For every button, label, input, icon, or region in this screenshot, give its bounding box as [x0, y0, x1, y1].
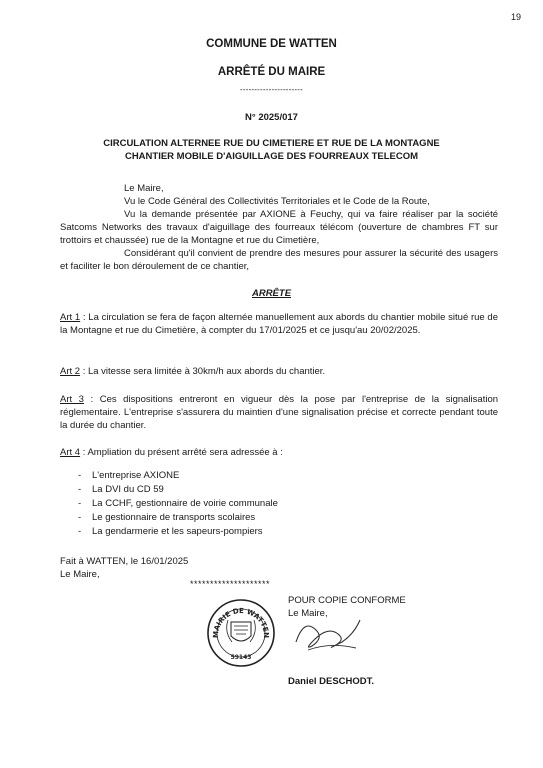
article-4 — [60, 446, 498, 459]
preamble-vu-1: Vu le Code Général des Collectivités Territoriales et le Code de la Route, — [124, 196, 430, 207]
recipient-item: - L'entreprise AXIONE — [78, 469, 278, 483]
article-3 — [60, 393, 498, 432]
copy-mayor-label: Le Maire, — [288, 608, 328, 619]
recipient-item: - La DVI du CD 59 — [78, 483, 278, 497]
signature-icon — [290, 612, 365, 657]
preamble-vu-2: Vu la demande présentée par AXIONE à Feuchy, qui va faire réaliser par la société Satcoms Networks des travaux d'aiguillage des fourreaux télécom (ouverture de chambres FT sur trottoirs et chaussée) rue de la Montagne et rue du Cimetière, — [60, 209, 498, 246]
article-3-label: Art 3 — [60, 394, 84, 405]
title-separator: ---------------------- — [239, 85, 303, 94]
copy-conforme-label: POUR COPIE CONFORME — [288, 595, 406, 606]
stamp-code: 59143 — [230, 654, 252, 661]
reference-number: N° 2025/017 — [245, 112, 298, 123]
arrete-heading: ARRÊTE — [251, 288, 292, 299]
mairie-stamp-icon — [206, 598, 276, 668]
subject-heading — [0, 137, 543, 163]
article-4-text: : Ampliation du présent arrêté sera adressée à : — [80, 447, 283, 458]
document-title: ARRÊTÉ DU MAIRE — [217, 66, 326, 78]
recipient-item: - La gendarmerie et les sapeurs-pompiers — [78, 525, 278, 539]
subject-line-2: CHANTIER MOBILE D'AIGUILLAGE DES FOURREAUX TELECOM — [124, 151, 419, 162]
recipient-item: - La CCHF, gestionnaire de voirie communale — [78, 497, 278, 511]
article-2-text: : La vitesse sera limitée à 30km/h aux abords du chantier. — [80, 366, 326, 377]
place-date: Fait à WATTEN, le 16/01/2025 — [60, 556, 189, 567]
page-number: 19 — [510, 12, 521, 22]
stamp-text: MAIRIE DE WATTEN — [211, 606, 271, 639]
recipient-item: - Le gestionnaire de transports scolaires — [78, 511, 278, 525]
asterisk-separator: ******************** — [190, 579, 271, 589]
article-3-text: : Ces dispositions entreront en vigueur dès la pose par l'entreprise de la signalisation réglementaire. L'entreprise s'assurera du maintien d'une signalisation précise et correcte pendant toute la durée du chantier. — [60, 394, 499, 431]
article-1-label: Art 1 — [60, 312, 81, 323]
article-4-label: Art 4 — [60, 447, 81, 458]
article-2 — [60, 365, 498, 378]
recipients-list — [78, 469, 278, 539]
subject-line-1: CIRCULATION ALTERNEE RUE DU CIMETIERE ET RUE DE LA MONTAGNE — [103, 138, 440, 149]
preamble-considerant: Considérant qu'il convient de prendre des mesures pour assurer la sécurité des usagers et faciliter le bon déroulement de ce chantier, — [60, 248, 498, 272]
article-1-text: : La circulation se fera de façon alternée manuellement aux abords du chantier mobile situé rue de la Montagne et rue du Cimetière, à compter du 17/01/2025 et ce jusqu'au 20/02/2025. — [60, 312, 499, 336]
article-2-label: Art 2 — [60, 366, 81, 377]
commune-name: COMMUNE DE WATTEN — [206, 38, 337, 50]
preamble-mayor: Le Maire, — [124, 183, 164, 194]
signatory-name: Daniel DESCHODT. — [288, 676, 375, 687]
article-1 — [60, 311, 498, 337]
closing-mayor: Le Maire, — [60, 569, 100, 580]
